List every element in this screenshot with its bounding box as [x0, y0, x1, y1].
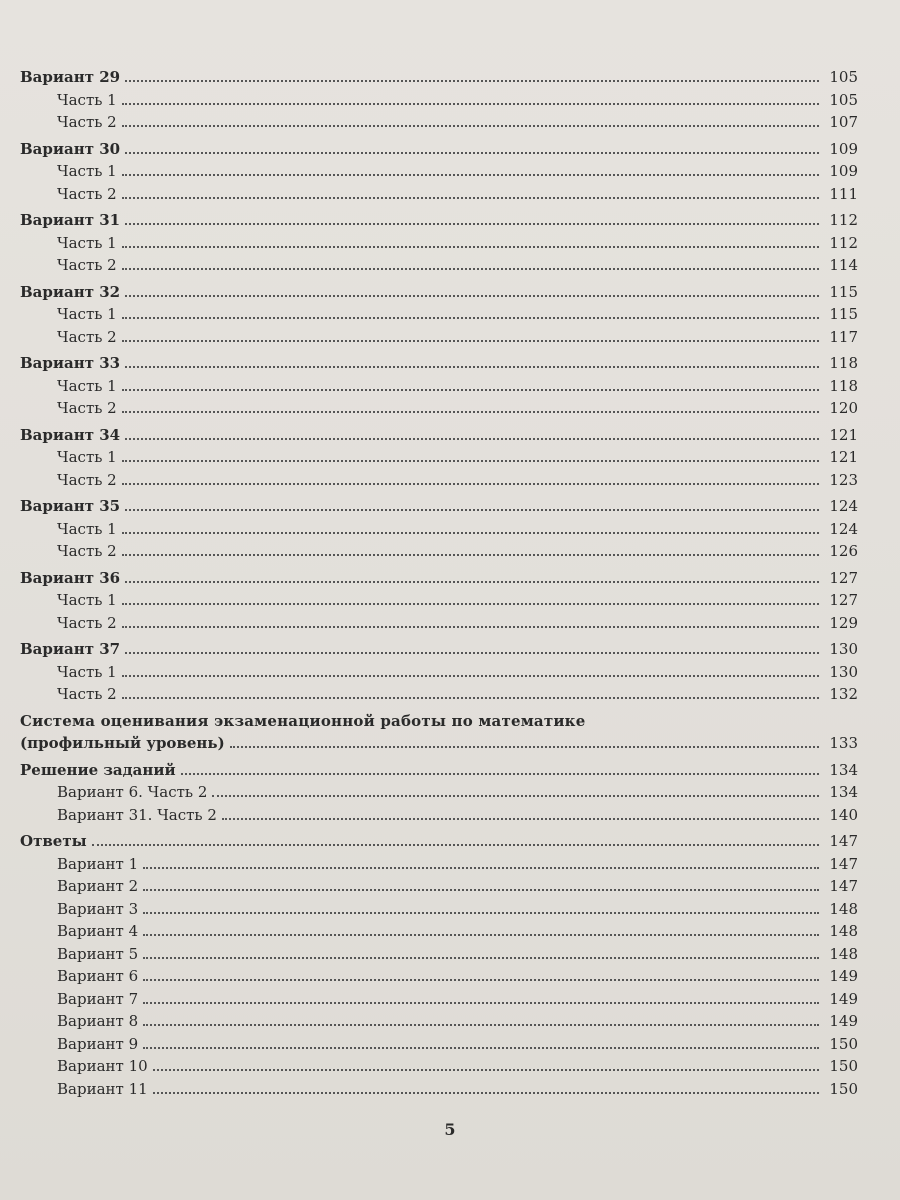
variant-title: Вариант 33	[20, 354, 121, 372]
solutions-page: 134	[829, 760, 858, 779]
part-label: Часть 2	[57, 542, 117, 560]
page-number: 5	[444, 1120, 456, 1139]
answers-title: Ответы	[20, 832, 87, 850]
part-entry[interactable]	[20, 446, 858, 469]
grading-title-line2: (профильный уровень)	[20, 734, 225, 752]
toc-subentry[interactable]	[20, 804, 858, 827]
leader-dots	[125, 221, 819, 225]
part-entry[interactable]	[20, 111, 858, 134]
variant-page: 105	[829, 68, 858, 86]
answer-page: 149	[829, 967, 858, 985]
variant-entry[interactable]	[20, 281, 858, 304]
leader-dots	[122, 172, 819, 176]
variant-entry[interactable]	[20, 567, 858, 590]
answer-entry[interactable]	[20, 1078, 858, 1101]
part-page: 127	[829, 591, 858, 609]
leader-dots	[143, 1045, 819, 1049]
leader-dots	[122, 101, 819, 105]
answer-page: 149	[829, 989, 858, 1008]
solution-page: 134	[829, 783, 858, 801]
part-page: 124	[829, 519, 858, 538]
part-page: 112	[829, 233, 858, 252]
leader-dots	[122, 338, 819, 342]
variant-page: 109	[829, 139, 858, 158]
leader-dots	[222, 816, 819, 820]
part-label: Часть 2	[57, 613, 117, 632]
variant-entry[interactable]	[20, 66, 858, 89]
variant-entry[interactable]	[20, 424, 858, 447]
part-label: Часть 2	[57, 113, 117, 131]
leader-dots	[125, 579, 819, 583]
answer-page: 150	[829, 1079, 858, 1098]
part-page: 115	[829, 305, 858, 323]
solution-page: 140	[829, 805, 858, 824]
leader-dots	[230, 744, 819, 748]
grading-page: 133	[829, 734, 858, 752]
variant-entry[interactable]	[20, 638, 858, 661]
leader-dots	[122, 552, 819, 556]
part-entry[interactable]	[20, 661, 858, 684]
answer-label: Вариант 4	[57, 922, 139, 940]
part-label: Часть 1	[57, 233, 117, 252]
leader-dots	[122, 123, 819, 127]
answer-entry[interactable]	[20, 920, 858, 943]
leader-dots	[122, 315, 819, 319]
leader-dots	[125, 150, 819, 154]
variant-title: Вариант 36	[20, 568, 121, 587]
part-page: 109	[829, 162, 858, 180]
part-page: 120	[829, 399, 858, 417]
leader-dots	[122, 458, 819, 462]
answer-entry[interactable]	[20, 875, 858, 898]
answer-label: Вариант 10	[57, 1057, 148, 1075]
part-page: 126	[829, 542, 858, 560]
answer-label: Вариант 8	[57, 1012, 139, 1030]
solution-label: Вариант 31. Часть 2	[57, 805, 217, 824]
part-page: 132	[829, 685, 858, 703]
variant-page: 127	[829, 568, 858, 587]
answer-page: 149	[829, 1012, 858, 1030]
leader-dots	[122, 266, 819, 270]
answer-label: Вариант 1	[57, 854, 139, 873]
variant-page: 121	[829, 425, 858, 444]
leader-dots	[125, 650, 819, 654]
answer-label: Вариант 6	[57, 967, 139, 985]
grading-title-line1: Система оценивания экзаменационной работы по математике	[20, 711, 586, 730]
part-entry[interactable]	[20, 183, 858, 206]
part-label: Часть 2	[57, 399, 117, 417]
part-entry[interactable]	[20, 232, 858, 255]
leader-dots	[143, 977, 819, 981]
variant-title: Вариант 29	[20, 68, 121, 86]
table-of-contents	[20, 66, 858, 1100]
leader-dots	[143, 1000, 819, 1004]
part-page: 118	[829, 376, 858, 395]
solutions-title: Решение заданий	[20, 760, 176, 779]
answer-label: Вариант 7	[57, 989, 139, 1008]
leader-dots	[122, 530, 819, 534]
answer-page: 148	[829, 899, 858, 918]
part-label: Часть 2	[57, 184, 117, 203]
grading-system-entry[interactable]	[20, 710, 858, 755]
answer-page: 147	[829, 877, 858, 895]
part-page: 123	[829, 470, 858, 489]
leader-dots	[125, 364, 819, 368]
answers-page: 147	[829, 832, 858, 850]
leader-dots	[212, 793, 819, 797]
leader-dots	[143, 887, 819, 891]
answer-entry[interactable]	[20, 1033, 858, 1056]
answer-page: 150	[829, 1034, 858, 1053]
answer-label: Вариант 3	[57, 899, 139, 918]
variant-title: Вариант 35	[20, 497, 121, 515]
leader-dots	[122, 624, 819, 628]
variant-entry[interactable]	[20, 495, 858, 518]
solutions-entry[interactable]	[20, 759, 858, 782]
part-entry[interactable]	[20, 326, 858, 349]
part-page: 117	[829, 327, 858, 346]
answer-entry[interactable]	[20, 853, 858, 876]
leader-dots	[143, 1022, 819, 1026]
variant-title: Вариант 34	[20, 425, 121, 444]
answer-page: 147	[829, 854, 858, 873]
leader-dots	[125, 78, 819, 82]
part-label: Часть 1	[57, 519, 117, 538]
part-page: 107	[829, 113, 858, 131]
part-entry[interactable]	[20, 397, 858, 420]
solution-label: Вариант 6. Часть 2	[57, 783, 208, 801]
leader-dots	[153, 1090, 819, 1094]
leader-dots	[122, 195, 819, 199]
leader-dots	[92, 842, 819, 846]
part-label: Часть 1	[57, 591, 117, 609]
leader-dots	[181, 771, 819, 775]
part-page: 111	[829, 184, 858, 203]
answer-page: 148	[829, 922, 858, 940]
answer-label: Вариант 11	[57, 1079, 148, 1098]
part-entry[interactable]	[20, 469, 858, 492]
answer-label: Вариант 5	[57, 944, 139, 963]
answer-entry[interactable]	[20, 1010, 858, 1033]
part-label: Часть 1	[57, 662, 117, 681]
part-label: Часть 2	[57, 470, 117, 489]
variant-page: 130	[829, 640, 858, 658]
part-entry[interactable]	[20, 589, 858, 612]
part-label: Часть 2	[57, 327, 117, 346]
leader-dots	[122, 387, 819, 391]
part-entry[interactable]	[20, 540, 858, 563]
answer-page: 148	[829, 944, 858, 963]
leader-dots	[143, 910, 819, 914]
part-label: Часть 1	[57, 90, 117, 109]
part-page: 105	[829, 90, 858, 109]
leader-dots	[125, 293, 819, 297]
part-page: 114	[829, 256, 858, 274]
answer-entry[interactable]	[20, 965, 858, 988]
variant-page: 112	[829, 211, 858, 229]
part-entry[interactable]	[20, 612, 858, 635]
variant-title: Вариант 32	[20, 282, 121, 301]
answer-entry[interactable]	[20, 943, 858, 966]
leader-dots	[122, 481, 819, 485]
part-entry[interactable]	[20, 254, 858, 277]
part-entry[interactable]	[20, 89, 858, 112]
part-entry[interactable]	[20, 303, 858, 326]
variant-title: Вариант 31	[20, 211, 121, 229]
variant-page: 124	[829, 497, 858, 515]
variant-title: Вариант 30	[20, 139, 121, 158]
answers-entry[interactable]	[20, 830, 858, 853]
part-label: Часть 2	[57, 256, 117, 274]
part-label: Часть 1	[57, 448, 117, 466]
variant-entry[interactable]	[20, 138, 858, 161]
part-page: 129	[829, 613, 858, 632]
leader-dots	[122, 244, 819, 248]
part-entry[interactable]	[20, 683, 858, 706]
part-page: 121	[829, 448, 858, 466]
part-label: Часть 2	[57, 685, 117, 703]
leader-dots	[122, 695, 819, 699]
variant-entry[interactable]	[20, 352, 858, 375]
part-page: 130	[829, 662, 858, 681]
part-label: Часть 1	[57, 376, 117, 395]
toc-subentry[interactable]	[20, 781, 858, 804]
answer-entry[interactable]	[20, 898, 858, 921]
part-label: Часть 1	[57, 162, 117, 180]
leader-dots	[125, 507, 819, 511]
variant-page: 115	[829, 282, 858, 301]
leader-dots	[143, 932, 819, 936]
part-entry[interactable]	[20, 375, 858, 398]
variant-title: Вариант 37	[20, 640, 121, 658]
answer-label: Вариант 9	[57, 1034, 139, 1053]
leader-dots	[122, 601, 819, 605]
leader-dots	[122, 673, 819, 677]
part-entry[interactable]	[20, 518, 858, 541]
leader-dots	[153, 1067, 819, 1071]
answer-label: Вариант 2	[57, 877, 139, 895]
variant-entry[interactable]	[20, 209, 858, 232]
leader-dots	[125, 436, 819, 440]
leader-dots	[143, 955, 819, 959]
answers-list	[20, 853, 858, 1101]
answer-entry[interactable]	[20, 1055, 858, 1078]
leader-dots	[122, 409, 819, 413]
part-label: Часть 1	[57, 305, 117, 323]
variants-list	[20, 66, 858, 706]
leader-dots	[143, 865, 819, 869]
answer-page: 150	[829, 1057, 858, 1075]
answer-entry[interactable]	[20, 988, 858, 1011]
part-entry[interactable]	[20, 160, 858, 183]
variant-page: 118	[829, 354, 858, 372]
